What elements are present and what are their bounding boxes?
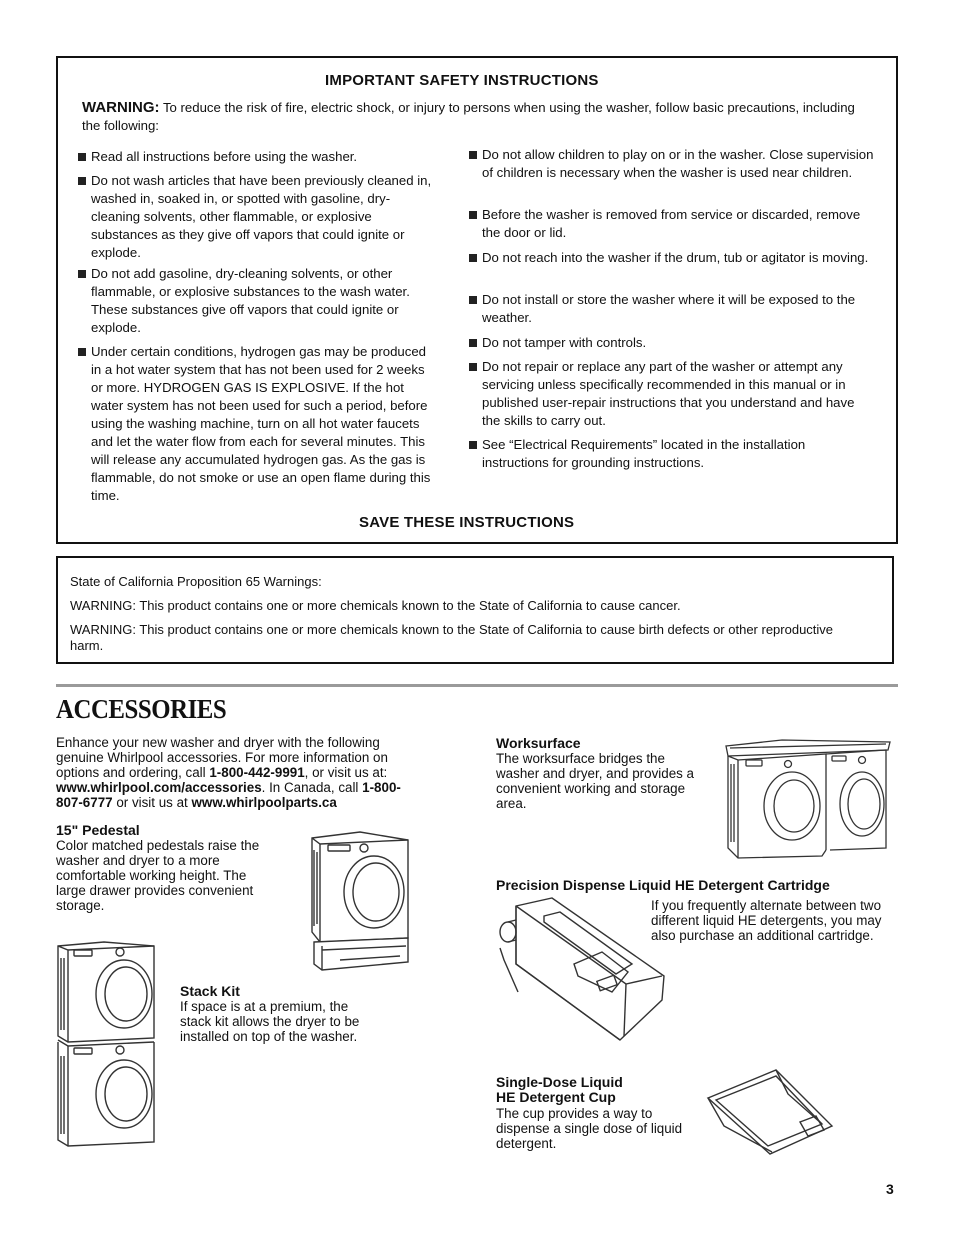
warning-text: To reduce the risk of fire, electric shock, or injury to persons when using the washer, follow basic precautions, including the following:	[82, 100, 855, 133]
save-instructions-title: SAVE THESE INSTRUCTIONS	[359, 514, 575, 531]
right-bullet-3: Do not reach into the washer if the drum, tub or agitator is moving.	[469, 249, 874, 267]
worksurface-title: Worksurface	[496, 735, 581, 751]
prop65-heading: State of California Proposition 65 Warnings:	[70, 574, 322, 589]
url-ca[interactable]: www.whirlpoolparts.ca	[191, 795, 337, 810]
left-bullet-2: Do not wash articles that have been previously cleaned in, washed in, soaked in, or spotted with gasoline, dry-cleaning solvents, other flammable, or explosive substances as they give off vapors that could ignite or explode.	[78, 172, 438, 262]
section-divider	[56, 684, 898, 687]
pedestal-text: Color matched pedestals raise the washer and dryer to a more comfortable working height. The large drawer provides convenient storage.	[56, 838, 260, 913]
cartridge-text: If you frequently alternate between two different liquid HE detergents, you may also purchase an additional cartridge.	[651, 898, 882, 943]
left-bullet-3: Do not add gasoline, dry-cleaning solvents, or other flammable, or explosive substances to the wash water. These substances give off vapors that could ignite or explode.	[78, 265, 438, 337]
worksurface-text: The worksurface bridges the washer and dryer, and provides a convenient working and storage area.	[496, 751, 695, 811]
safety-title: IMPORTANT SAFETY INSTRUCTIONS	[325, 72, 599, 89]
left-bullet-4: Under certain conditions, hydrogen gas may be produced in a hot water system that has not been used for 2 weeks or more. HYDROGEN GAS IS EXPLOSIVE. If the hot water system has not been used for such a period, before using the washing machine, turn on all hot water faucets and let the water flow from each for several minutes. This will release any accumulated hydrogen gas. As the gas is flammable, do not smoke or use an open flame during this time.	[78, 343, 438, 505]
intro-text-2: , or visit us at:	[304, 765, 388, 780]
url-us[interactable]: www.whirlpool.com/accessories	[56, 780, 262, 795]
right-bullet-5: Do not tamper with controls.	[469, 334, 874, 352]
prop65-box	[56, 556, 894, 664]
pedestal-title: 15" Pedestal	[56, 822, 140, 838]
stack-kit-illustration	[54, 940, 160, 1148]
pedestal-washer-illustration	[300, 830, 420, 975]
stack-kit-text: If space is at a premium, the stack kit allows the dryer to be installed on top of the washer.	[180, 999, 360, 1044]
accessories-title: ACCESSORIES	[56, 694, 227, 724]
right-bullet-6: Do not repair or replace any part of the washer or attempt any servicing unless specifically recommended in this manual or in published user-repair instructions that you understand and have the skills to carry out.	[469, 358, 874, 430]
left-bullet-1: Read all instructions before using the washer.	[78, 148, 438, 166]
accessories-intro	[56, 735, 421, 810]
right-bullet-4: Do not install or store the washer where it will be exposed to the weather.	[469, 291, 874, 327]
cartridge-title: Precision Dispense Liquid HE Detergent Cartridge	[496, 877, 830, 893]
page-number: 3	[886, 1181, 894, 1197]
intro-text-4: or visit us at	[112, 795, 192, 810]
phone-us: 1-800-442-9991	[209, 765, 305, 780]
right-bullet-7: See “Electrical Requirements” located in the installation instructions for grounding instructions.	[469, 436, 874, 472]
right-bullet-2: Before the washer is removed from service or discarded, remove the door or lid.	[469, 206, 874, 242]
warning-label: WARNING:	[82, 99, 160, 116]
intro-text-3: . In Canada, call	[261, 780, 363, 795]
warning-intro	[82, 99, 872, 135]
prop65-warning-cancer: WARNING: This product contains one or more chemicals known to the State of California to cause cancer.	[70, 598, 681, 613]
cup-text: The cup provides a way to dispense a single dose of liquid detergent.	[496, 1106, 683, 1151]
intro-text-1: Enhance your new washer and dryer with the following genuine Whirlpool accessories. For more information on options and ordering, call	[56, 735, 388, 780]
phone-ca: 1-800-807-6777	[56, 780, 401, 810]
worksurface-illustration	[722, 738, 892, 864]
cup-title-2: HE Detergent Cup	[496, 1089, 616, 1105]
cup-title-1: Single-Dose Liquid	[496, 1074, 623, 1090]
stack-kit-title: Stack Kit	[180, 983, 240, 999]
prop65-warning-birth: WARNING: This product contains one or more chemicals known to the State of California to cause birth defects or other reproductive harm.	[70, 622, 834, 653]
detergent-cup-illustration	[704, 1066, 836, 1158]
right-bullet-1: Do not allow children to play on or in the washer. Close supervision of children is necessary when the washer is used near children.	[469, 146, 874, 182]
safety-instructions-box	[56, 56, 898, 544]
cartridge-illustration	[494, 896, 666, 1044]
